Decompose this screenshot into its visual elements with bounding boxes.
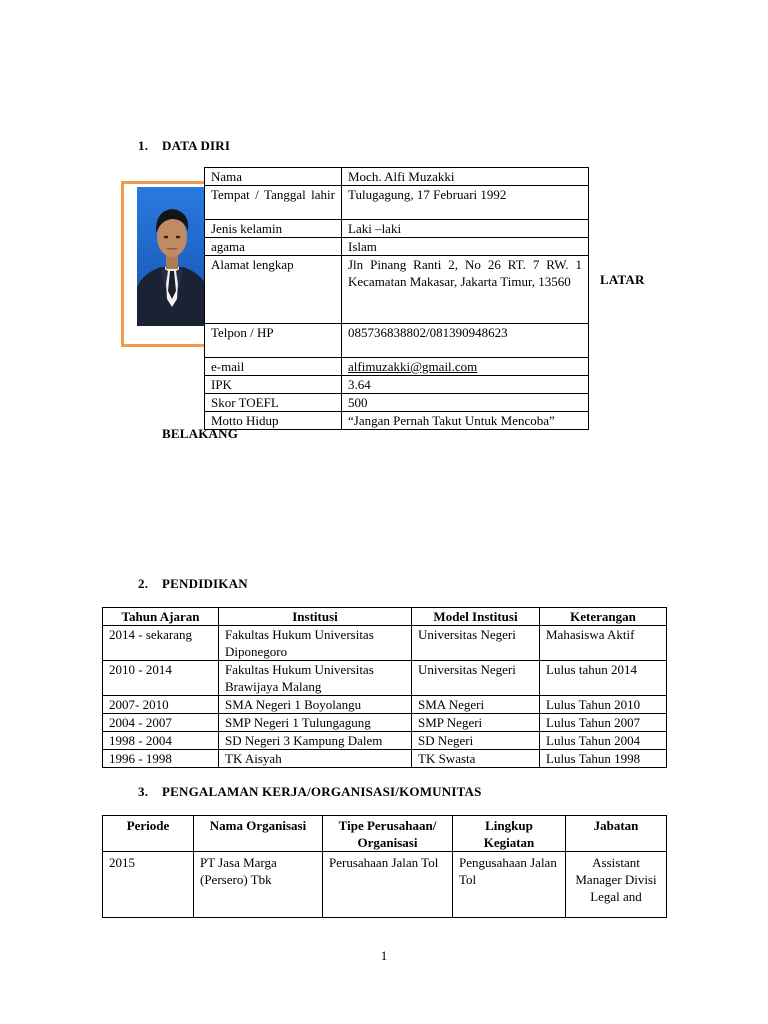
column-header: Institusi <box>219 608 412 626</box>
table-cell: SMA Negeri <box>412 696 540 714</box>
column-header: Tipe Perusahaan/ Organisasi <box>323 816 453 852</box>
table-cell: Universitas Negeri <box>412 626 540 661</box>
table-cell: Lulus Tahun 1998 <box>540 750 667 768</box>
table-header-row <box>103 816 667 852</box>
section-heading-data-diri <box>138 138 230 154</box>
column-header: Lingkup Kegiatan <box>453 816 566 852</box>
section-heading-pengalaman <box>138 784 482 800</box>
table-cell: SMP Negeri <box>412 714 540 732</box>
field-label: Skor TOEFL <box>205 394 342 412</box>
table-row <box>103 696 667 714</box>
table-cell: Lulus Tahun 2010 <box>540 696 667 714</box>
table-row <box>103 852 667 918</box>
table-cell: 1996 - 1998 <box>103 750 219 768</box>
table-row <box>205 220 589 238</box>
field-label: Nama <box>205 168 342 186</box>
field-value: Moch. Alfi Muzakki <box>342 168 589 186</box>
column-header: Periode <box>103 816 194 852</box>
table-cell: 2015 <box>103 852 194 918</box>
field-label: Tempat / Tanggal lahir <box>205 186 342 220</box>
profile-photo <box>137 187 207 326</box>
latar-word: LATAR <box>600 272 645 287</box>
table-row <box>205 238 589 256</box>
field-label: IPK <box>205 376 342 394</box>
table-cell: Pengusahaan Jalan Tol <box>453 852 566 918</box>
field-value: 500 <box>342 394 589 412</box>
section-number: 3. <box>138 784 149 799</box>
email-cell <box>342 358 589 376</box>
table-cell: Perusahaan Jalan Tol <box>323 852 453 918</box>
table-cell: Fakultas Hukum Universitas Diponegoro <box>219 626 412 661</box>
table-row <box>103 732 667 750</box>
field-label: e-mail <box>205 358 342 376</box>
belakang-word: BELAKANG <box>162 426 239 441</box>
table-cell: Lulus Tahun 2004 <box>540 732 667 750</box>
table-row <box>205 358 589 376</box>
address-value: Jln Pinang Ranti 2, No 26 RT. 7 RW. 1 Kecamatan Makasar, Jakarta Timur, 13560 <box>342 256 589 324</box>
field-label: Jenis kelamin <box>205 220 342 238</box>
column-header: Nama Organisasi <box>194 816 323 852</box>
email-link[interactable]: alfimuzakki@gmail.com <box>348 359 478 374</box>
table-cell: SD Negeri 3 Kampung Dalem <box>219 732 412 750</box>
phone-value: 085736838802/081390948623 <box>342 324 589 358</box>
table-cell: 2010 - 2014 <box>103 661 219 696</box>
section-title: DATA DIRI <box>162 138 231 153</box>
table-cell: Universitas Negeri <box>412 661 540 696</box>
personal-data-table <box>204 167 589 430</box>
table-cell: PT Jasa Marga (Persero) Tbk <box>194 852 323 918</box>
table-row <box>103 626 667 661</box>
table-cell: SMP Negeri 1 Tulungagung <box>219 714 412 732</box>
table-cell: Mahasiswa Aktif <box>540 626 667 661</box>
field-label: Telpon / HP <box>205 324 342 358</box>
table-cell: 2004 - 2007 <box>103 714 219 732</box>
table-row <box>205 412 589 430</box>
column-header: Tahun Ajaran <box>103 608 219 626</box>
field-value: Islam <box>342 238 589 256</box>
page-number: 1 <box>380 948 388 963</box>
table-cell: 1998 - 2004 <box>103 732 219 750</box>
table-row <box>205 168 589 186</box>
table-row <box>103 750 667 768</box>
field-label: Motto Hidup <box>205 412 342 430</box>
person-portrait-icon <box>137 187 207 326</box>
field-label: agama <box>205 238 342 256</box>
section-number: 2. <box>138 576 149 591</box>
column-header: Model Institusi <box>412 608 540 626</box>
education-table <box>102 607 667 768</box>
table-cell: 2007- 2010 <box>103 696 219 714</box>
column-header: Jabatan <box>566 816 667 852</box>
table-cell: Lulus tahun 2014 <box>540 661 667 696</box>
field-value: Tulugagung, 17 Februari 1992 <box>342 186 589 220</box>
work-experience-table <box>102 815 667 918</box>
field-value: 3.64 <box>342 376 589 394</box>
table-cell: 2014 - sekarang <box>103 626 219 661</box>
table-row <box>205 186 589 220</box>
table-cell: Fakultas Hukum Universitas Brawijaya Malang <box>219 661 412 696</box>
section-heading-pendidikan <box>138 576 248 592</box>
field-label: Alamat lengkap <box>205 256 342 324</box>
table-cell: TK Aisyah <box>219 750 412 768</box>
field-value: Laki –laki <box>342 220 589 238</box>
field-value: “Jangan Pernah Takut Untuk Mencoba” <box>342 412 589 430</box>
section-title: PENDIDIKAN <box>162 576 248 591</box>
table-row <box>205 324 589 358</box>
table-cell: Assistant Manager Divisi Legal and <box>566 852 667 918</box>
table-cell: SD Negeri <box>412 732 540 750</box>
table-cell: SMA Negeri 1 Boyolangu <box>219 696 412 714</box>
table-row <box>103 661 667 696</box>
section-number: 1. <box>138 138 149 153</box>
table-row <box>103 714 667 732</box>
section-title: PENGALAMAN KERJA/ORGANISASI/KOMUNITAS <box>162 784 482 799</box>
table-cell: TK Swasta <box>412 750 540 768</box>
table-cell: Lulus Tahun 2007 <box>540 714 667 732</box>
table-row <box>205 394 589 412</box>
table-header-row <box>103 608 667 626</box>
table-row <box>205 256 589 324</box>
column-header: Keterangan <box>540 608 667 626</box>
table-row <box>205 376 589 394</box>
